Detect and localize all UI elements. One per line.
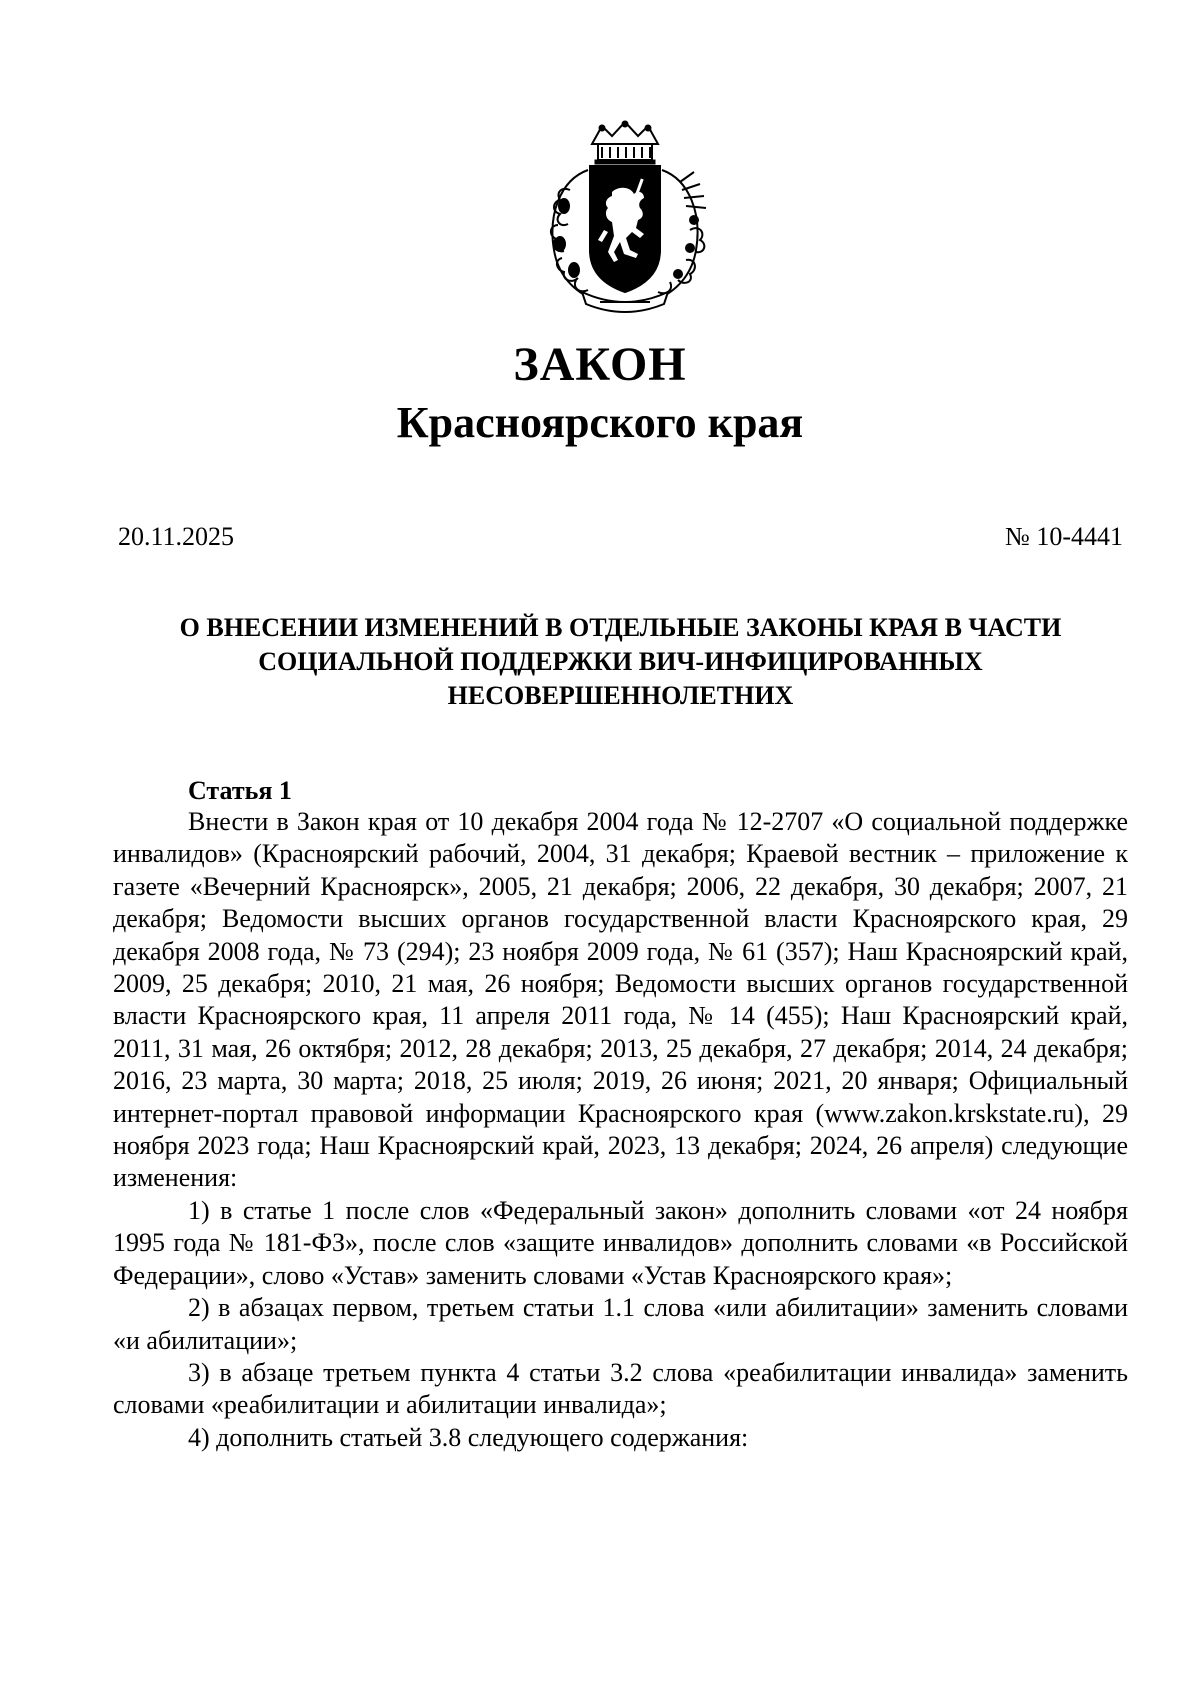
law-region-heading: Красноярского края [396,398,804,447]
article-heading: Статья 1 [188,776,292,805]
law-heading: ЗАКОН [513,338,687,391]
law-number: № 10-4441 [1005,522,1123,551]
document-title-line: НЕСОВЕРШЕННОЛЕТНИХ [447,681,794,710]
law-date: 20.11.2025 [118,522,235,551]
article-paragraph: Внести в Закон края от 10 декабря 2004 года № 12-2707 «О социальной поддержке инвалидов» (Красноярский рабочий, 2004, 31 декабря; Краевой вестник – приложение к газете «Вечерний Красноярск», 2005, 21 декабря; 2006, 22 декабря, 30 декабря; 2007, 21 декабря; Ведомости высших органов государственной власти Красноярского края, 29 декабря 2008 года, № 73 (294); 23 ноября 2009 года, № 61 (357); Наш Красноярский край, 2009, 25 декабря; 2010, 21 мая, 26 ноября; Ведомости высших органов государственной власти Красноярского края, 11 апреля 2011 года, № 14 (455); Наш Красноярский край, 2011, 31 мая, 26 октября; 2012, 28 декабря; 2013, 25 декабря, 27 декабря; 2014, 24 декабря; 2016, 23 марта, 30 марта; 2018, 25 июля; 2019, 26 июня; 2021, 20 января; Официальный интернет-портал правовой информации Красноярского края (www.zakon.krskstate.ru), 29 ноября 2023 года; Наш Красноярский край, 2023, 13 декабря; 2024, 26 апреля) следующие изменения: [113,807,1128,1193]
document-title [118,611,1123,713]
article-paragraph: 1) в статье 1 после слов «Федеральный закон» дополнить словами «от 24 ноября 1995 года № 181-ФЗ», после слов «защите инвалидов» дополнить словами «в Российской Федерации», слово «Устав» заменить словами «Устав Красноярского края»; [113,1195,1128,1290]
article-body [113,806,1128,1454]
article-paragraph: 2) в абзацах первом, третьем статьи 1.1 слова «или абилитации» заменить словами «и абилитации»; [113,1293,1128,1355]
krasnoyarsk-coat-of-arms-icon [540,120,710,315]
article-paragraph: 3) в абзаце третьем пункта 4 статьи 3.2 слова «реабилитации инвалида» заменить словами «реабилитации и абилитации инвалида»; [113,1357,1128,1420]
document-title-line: О ВНЕСЕНИИ ИЗМЕНЕНИЙ В ОТДЕЛЬНЫЕ ЗАКОНЫ КРАЯ В ЧАСТИ [179,613,1062,642]
article-paragraph: 4) дополнить статьей 3.8 следующего содержания: [188,1422,749,1452]
document-title-line: СОЦИАЛЬНОЙ ПОДДЕРЖКИ ВИЧ-ИНФИЦИРОВАННЫХ [258,647,983,676]
